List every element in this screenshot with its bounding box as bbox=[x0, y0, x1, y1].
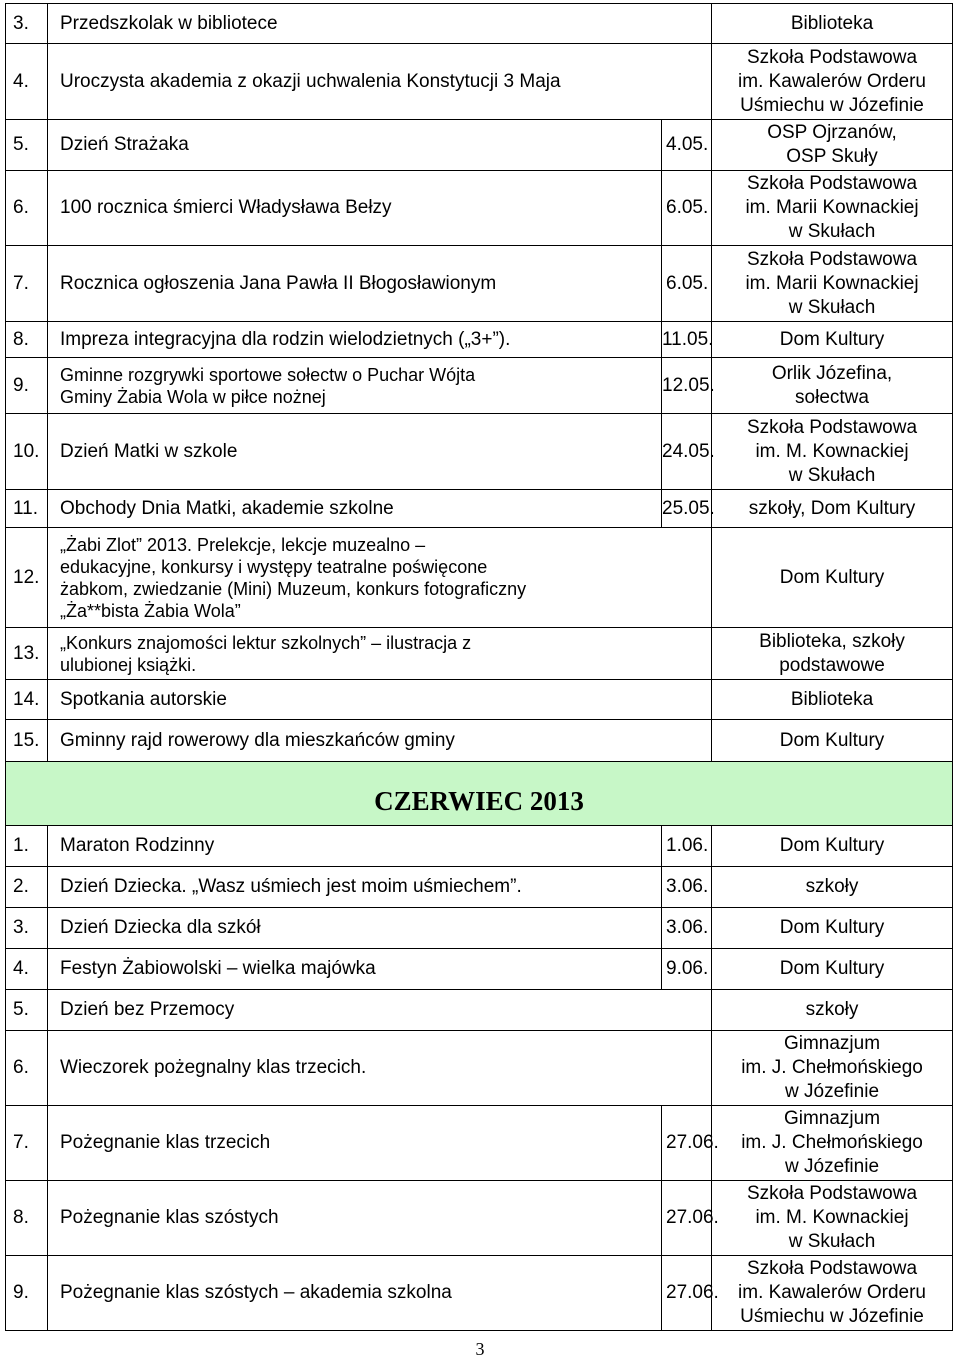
row-number: 3. bbox=[6, 4, 48, 44]
row-number: 15. bbox=[6, 720, 48, 762]
table-row bbox=[6, 358, 953, 414]
event-date: 27.06. bbox=[662, 1106, 712, 1181]
row-number: 8. bbox=[6, 322, 48, 358]
event-name: Wieczorek pożegnalny klas trzecich. bbox=[48, 1031, 712, 1106]
table-row bbox=[6, 1106, 953, 1181]
table-row bbox=[6, 171, 953, 246]
event-date: 1.06. bbox=[662, 826, 712, 867]
event-place: Biblioteka, szkoły podstawowe bbox=[712, 628, 953, 680]
event-name: Festyn Żabiowolski – wielka majówka bbox=[48, 949, 662, 990]
event-name: Pożegnanie klas szóstych bbox=[48, 1181, 662, 1256]
month-header: CZERWIEC 2013 bbox=[6, 762, 953, 826]
row-number: 13. bbox=[6, 628, 48, 680]
event-place: Biblioteka bbox=[712, 4, 953, 44]
event-date: 11.05. bbox=[662, 322, 712, 358]
event-place: Dom Kultury bbox=[712, 908, 953, 949]
row-number: 10. bbox=[6, 414, 48, 490]
event-place: Gimnazjum im. J. Chełmońskiego w Józefinie bbox=[712, 1031, 953, 1106]
event-place: Szkoła Podstawowa im. Kawalerów Orderu Uśmiechu w Józefinie bbox=[712, 1256, 953, 1331]
event-name: Dzień Matki w szkole bbox=[48, 414, 662, 490]
event-date: 24.05. bbox=[662, 414, 712, 490]
event-date: 25.05. bbox=[662, 490, 712, 528]
table-row bbox=[6, 867, 953, 908]
row-number: 5. bbox=[6, 120, 48, 171]
row-number: 9. bbox=[6, 358, 48, 414]
event-name: Dzień Strażaka bbox=[48, 120, 662, 171]
event-place: szkoły bbox=[712, 990, 953, 1031]
event-name: Pożegnanie klas trzecich bbox=[48, 1106, 662, 1181]
event-place: Dom Kultury bbox=[712, 720, 953, 762]
row-number: 4. bbox=[6, 44, 48, 120]
event-place: Szkoła Podstawowa im. M. Kownackiej w Skułach bbox=[712, 1181, 953, 1256]
table-row bbox=[6, 490, 953, 528]
row-number: 3. bbox=[6, 908, 48, 949]
table-row bbox=[6, 1031, 953, 1106]
event-place: Szkoła Podstawowa im. M. Kownackiej w Skułach bbox=[712, 414, 953, 490]
table-row bbox=[6, 990, 953, 1031]
event-place: szkoły bbox=[712, 867, 953, 908]
table-row bbox=[6, 44, 953, 120]
row-number: 1. bbox=[6, 826, 48, 867]
event-name: Gminny rajd rowerowy dla mieszkańców gminy bbox=[48, 720, 712, 762]
event-place: Szkoła Podstawowa im. Kawalerów Orderu Uśmiechu w Józefinie bbox=[712, 44, 953, 120]
event-date: 9.06. bbox=[662, 949, 712, 990]
table-row bbox=[6, 908, 953, 949]
event-name: Obchody Dnia Matki, akademie szkolne bbox=[48, 490, 662, 528]
event-date: 27.06. bbox=[662, 1256, 712, 1331]
event-name: Gminne rozgrywki sportowe sołectw o Puchar Wójta Gminy Żabia Wola w piłce nożnej bbox=[48, 358, 662, 414]
event-place: Orlik Józefina, sołectwa bbox=[712, 358, 953, 414]
event-place: Szkoła Podstawowa im. Marii Kownackiej w Skułach bbox=[712, 246, 953, 322]
row-number: 5. bbox=[6, 990, 48, 1031]
event-name: Dzień bez Przemocy bbox=[48, 990, 712, 1031]
event-name: Impreza integracyjna dla rodzin wielodzietnych („3+”). bbox=[48, 322, 662, 358]
event-place: Dom Kultury bbox=[712, 322, 953, 358]
row-number: 7. bbox=[6, 1106, 48, 1181]
table-row bbox=[6, 949, 953, 990]
table-row bbox=[6, 680, 953, 720]
event-name: Maraton Rodzinny bbox=[48, 826, 662, 867]
event-name: Uroczysta akademia z okazji uchwalenia Konstytucji 3 Maja bbox=[48, 44, 712, 120]
table-row bbox=[6, 628, 953, 680]
table-row bbox=[6, 1181, 953, 1256]
row-number: 4. bbox=[6, 949, 48, 990]
table-row bbox=[6, 120, 953, 171]
event-place: Szkoła Podstawowa im. Marii Kownackiej w Skułach bbox=[712, 171, 953, 246]
table-row bbox=[6, 720, 953, 762]
event-name: Przedszkolak w bibliotece bbox=[48, 4, 712, 44]
row-number: 14. bbox=[6, 680, 48, 720]
event-date: 6.05. bbox=[662, 171, 712, 246]
event-place: Gimnazjum im. J. Chełmońskiego w Józefinie bbox=[712, 1106, 953, 1181]
page-number: 3 bbox=[475, 1339, 485, 1359]
event-date: 4.05. bbox=[662, 120, 712, 171]
table-row bbox=[6, 826, 953, 867]
table-row bbox=[6, 528, 953, 628]
event-name: Pożegnanie klas szóstych – akademia szkolna bbox=[48, 1256, 662, 1331]
event-date: 3.06. bbox=[662, 908, 712, 949]
event-name: Rocznica ogłoszenia Jana Pawła II Błogosławionym bbox=[48, 246, 662, 322]
table-row bbox=[6, 414, 953, 490]
event-place: Biblioteka bbox=[712, 680, 953, 720]
event-name: Spotkania autorskie bbox=[48, 680, 712, 720]
row-number: 7. bbox=[6, 246, 48, 322]
row-number: 2. bbox=[6, 867, 48, 908]
event-name: Dzień Dziecka dla szkół bbox=[48, 908, 662, 949]
event-name: Dzień Dziecka. „Wasz uśmiech jest moim uśmiechem”. bbox=[48, 867, 662, 908]
month-header-row bbox=[6, 762, 953, 826]
event-date: 27.06. bbox=[662, 1181, 712, 1256]
event-place: Dom Kultury bbox=[712, 949, 953, 990]
event-name: 100 rocznica śmierci Władysława Bełzy bbox=[48, 171, 662, 246]
row-number: 11. bbox=[6, 490, 48, 528]
event-place: OSP Ojrzanów, OSP Skuły bbox=[712, 120, 953, 171]
table-row bbox=[6, 246, 953, 322]
row-number: 12. bbox=[6, 528, 48, 628]
event-name: „Żabi Zlot” 2013. Prelekcje, lekcje muzealno – edukacyjne, konkursy i występy teatralne poświęcone żabkom, zwiedzanie (Mini) Muzeum, konkurs fotograficzny „Ża**bista Żabia Wola” bbox=[48, 528, 712, 628]
event-place: Dom Kultury bbox=[712, 528, 953, 628]
event-place: szkoły, Dom Kultury bbox=[712, 490, 953, 528]
row-number: 8. bbox=[6, 1181, 48, 1256]
event-name: „Konkurs znajomości lektur szkolnych” – ilustracja z ulubionej książki. bbox=[48, 628, 712, 680]
row-number: 6. bbox=[6, 171, 48, 246]
events-table bbox=[5, 3, 953, 1331]
table-row bbox=[6, 1256, 953, 1331]
event-date: 6.05. bbox=[662, 246, 712, 322]
event-date: 12.05. bbox=[662, 358, 712, 414]
table-row bbox=[6, 4, 953, 44]
row-number: 9. bbox=[6, 1256, 48, 1331]
event-date: 3.06. bbox=[662, 867, 712, 908]
event-place: Dom Kultury bbox=[712, 826, 953, 867]
table-row bbox=[6, 322, 953, 358]
row-number: 6. bbox=[6, 1031, 48, 1106]
